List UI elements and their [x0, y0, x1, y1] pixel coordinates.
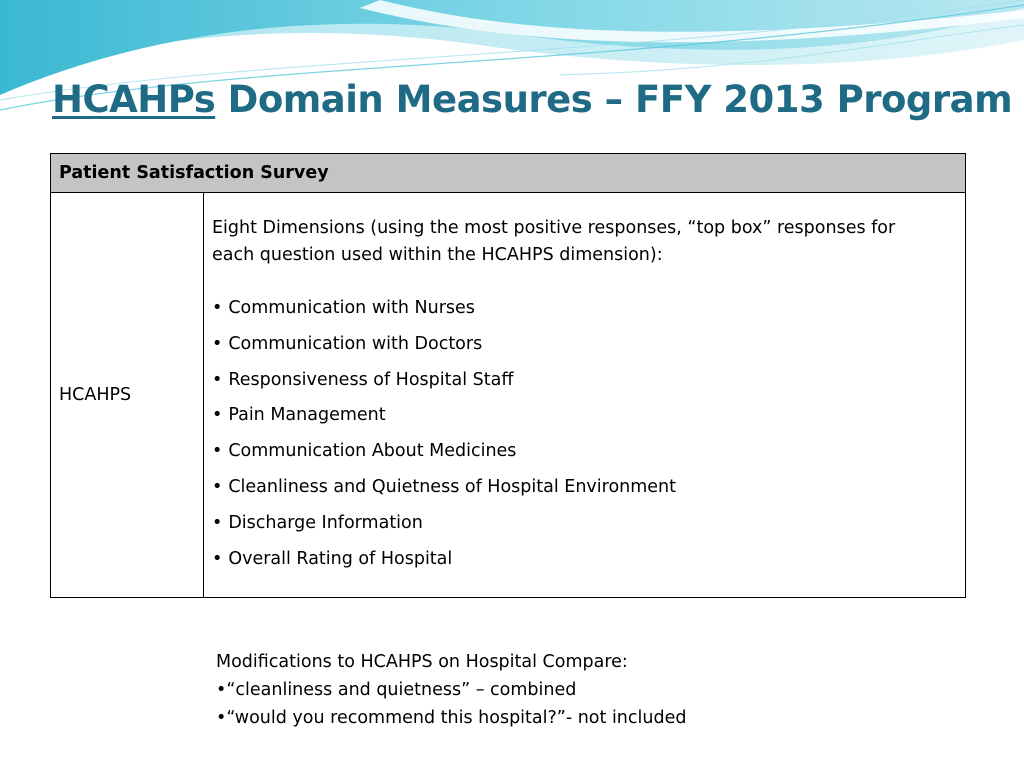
list-item: • Communication About Medicines — [212, 438, 957, 474]
measures-table — [50, 153, 966, 598]
list-item: • Pain Management — [212, 402, 957, 438]
table-header-cell: Patient Satisfaction Survey — [51, 154, 966, 193]
row-content-cell — [204, 193, 966, 598]
table-row — [51, 193, 966, 598]
dimensions-list — [212, 295, 957, 581]
list-item: • Communication with Nurses — [212, 295, 957, 331]
list-item: • “cleanliness and quietness” – combined — [216, 676, 686, 704]
modifications-note — [216, 648, 686, 732]
list-item: • “would you recommend this hospital?”- not included — [216, 704, 686, 732]
title-link-hcahps[interactable]: HCAHPs — [52, 78, 216, 121]
table-header-row — [51, 154, 966, 193]
slide-title — [52, 78, 1012, 121]
title-text: Domain Measures – FFY 2013 Program — [215, 78, 1013, 121]
modifications-heading: Modifications to HCAHPS on Hospital Compare: — [216, 652, 628, 672]
list-item: • Overall Rating of Hospital — [212, 546, 957, 582]
list-item: • Responsiveness of Hospital Staff — [212, 367, 957, 403]
list-item: • Cleanliness and Quietness of Hospital Environment — [212, 474, 957, 510]
dimensions-intro: Eight Dimensions (using the most positive responses, “top box” responses for each question used within the HCAHPS dimension): — [212, 218, 896, 265]
list-item: • Communication with Doctors — [212, 331, 957, 367]
list-item: • Discharge Information — [212, 510, 957, 546]
row-label-cell: HCAHPS — [51, 193, 204, 598]
